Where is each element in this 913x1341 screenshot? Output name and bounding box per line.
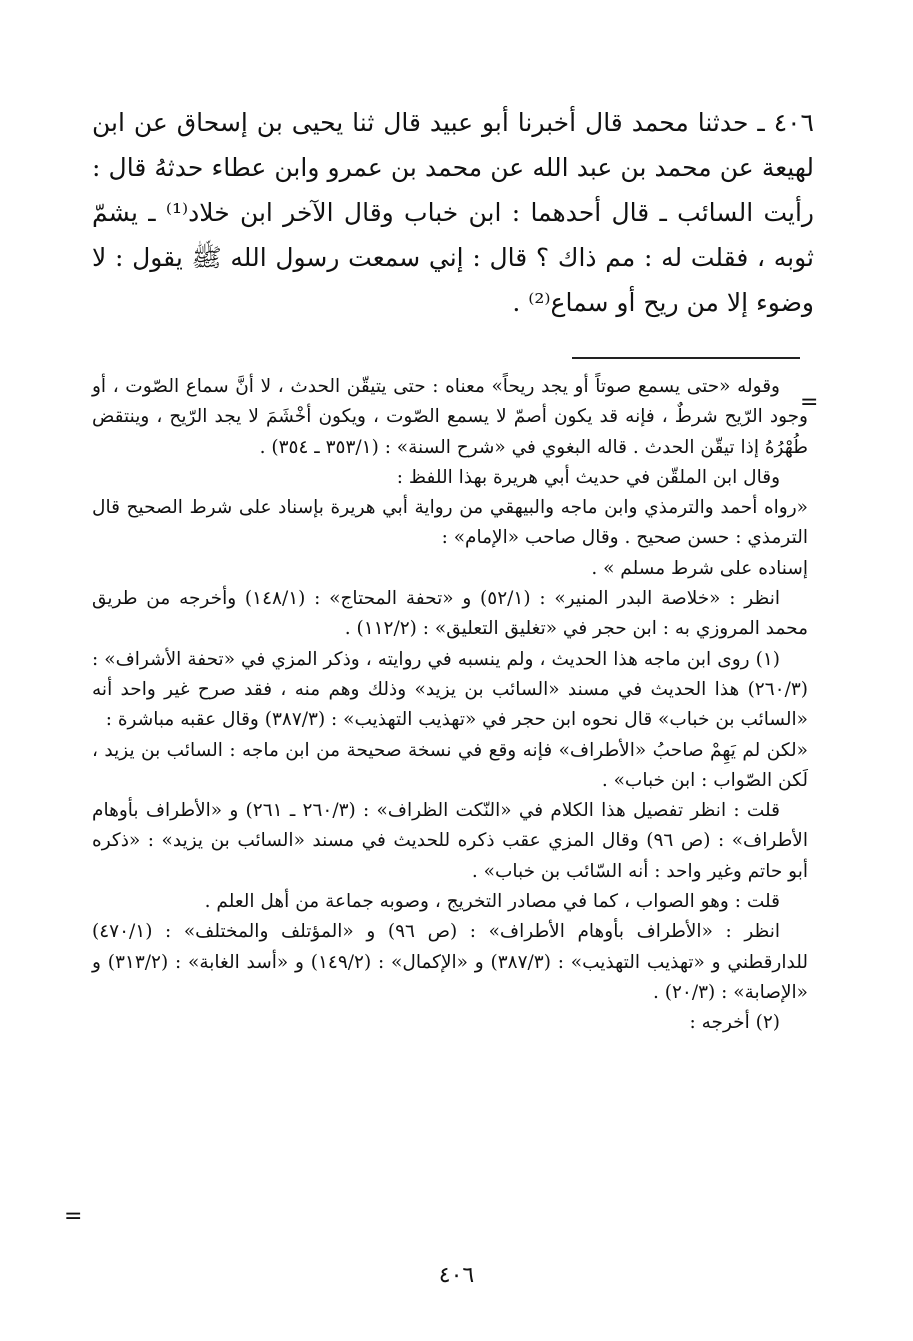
continuation-mark-bottom: = [64,1204,83,1229]
footnote-paragraph: (٢) أخرجه : [689,1012,780,1034]
footnote-paragraph: وقال ابن الملقّن في حديث أبي هريرة بهذا اللفظ : [396,466,780,488]
footnote-paragraph: قلت : وهو الصواب ، كما في مصادر التخريج ، وصوبه جماعة من أهل العلم . [204,891,780,913]
footnote-paragraph: إسناده على شرط مسلم » . [591,557,808,579]
footnotes [92,372,808,1039]
page-number: ٤٠٦ [438,1263,475,1288]
continuation-mark-top: = [800,390,819,415]
footnote-paragraph: «رواه أحمد والترمذي وابن ماجه والبيهقي من رواية أبي هريرة بإسناد على شرط الصحيح قال الترمذي : حسن صحيح . وقال صاحب «الإمام» : [92,497,808,549]
footnote-paragraph: قلت : انظر تفصيل هذا الكلام في «النّكت الظراف» : (٢٦٠/٣ ـ ٢٦١) و «الأطراف بأوهام الأطراف» : (ص ٩٦) وقال المزي عقب ذكره للحديث في مسند «السائب بن يزيد» : «ذكره أبو حاتم وغير واحد : أنه السّائب بن خباب» . [92,800,808,882]
footnote-paragraph: «لكن لم يَهِمْ صاحبُ «الأطراف» فإنه وقع في نسخة صحيحة من ابن ماجه : السائب بن يزيد ، لَكن الصّواب : ابن خباب» . [92,739,808,791]
footnote-separator [572,357,800,359]
hadith-paragraph: ٤٠٦ ـ حدثنا محمد قال أخبرنا أبو عبيد قال ثنا يحيى بن إسحاق عن ابن لهيعة عن محمد بن عبد الله عن محمد بن عمرو وابن عطاء حدثهُ قال : رأيت السائب ـ قال أحدهما : ابن خباب وقال الآخر ابن خلاد⁽¹⁾ ـ يشمّ ثوبه ، فقلت له : مم ذاك ؟ قال : إني سمعت رسول الله ﷺ يقول : لا وضوء إلا من ريح أو سماع⁽²⁾ . [92,108,814,317]
footnote-paragraph: وقوله «حتى يسمع صوتاً أو يجد ريحاً» معناه : حتى يتيقّن الحدث ، لا أنَّ سماع الصّوت ، أو وجود الرّيح شرطٌ ، فإنه قد يكون أصمّ لا يسمع الصّوت ، ويكون أخْشَمَ لا يجد الرّيح ، وينتقض طُهْرُهُ إذا تيقّن الحدث . قاله البغوي في «شرح السنة» : (٣٥٣/١ ـ ٣٥٤) . [92,376,808,458]
footnote-paragraph: (١) روى ابن ماجه هذا الحديث ، ولم ينسبه في روايته ، وذكر المزي في «تحفة الأشراف» : (٢٦٠/٣) هذا الحديث في مسند «السائب بن يزيد» وذلك وهم منه ، فقد صرح غير واحد أنه «السائب بن خباب» قال نحوه ابن حجر في «تهذيب التهذيب» : (٣٨٧/٣) وقال عقبه مباشرة : [92,648,808,731]
main-text [92,100,814,325]
footnote-paragraph: انظر : «الأطراف بأوهام الأطراف» : (ص ٩٦) و «المؤتلف والمختلف» : (٤٧٠/١) للدارقطني و «تهذيب التهذيب» : (٣٨٧/٣) و «الإكمال» : (١٤٩/٢) و «أسد الغابة» : (٣١٣/٢) و «الإصابة» : (٢٠/٣) . [92,921,808,1003]
footnote-paragraph: انظر : «خلاصة البدر المنير» : (٥٢/١) و «تحفة المحتاج» : (١٤٨/١) وأخرجه من طريق محمد المروزي به : ابن حجر في «تغليق التعليق» : (١١٢/٢) . [92,588,808,640]
